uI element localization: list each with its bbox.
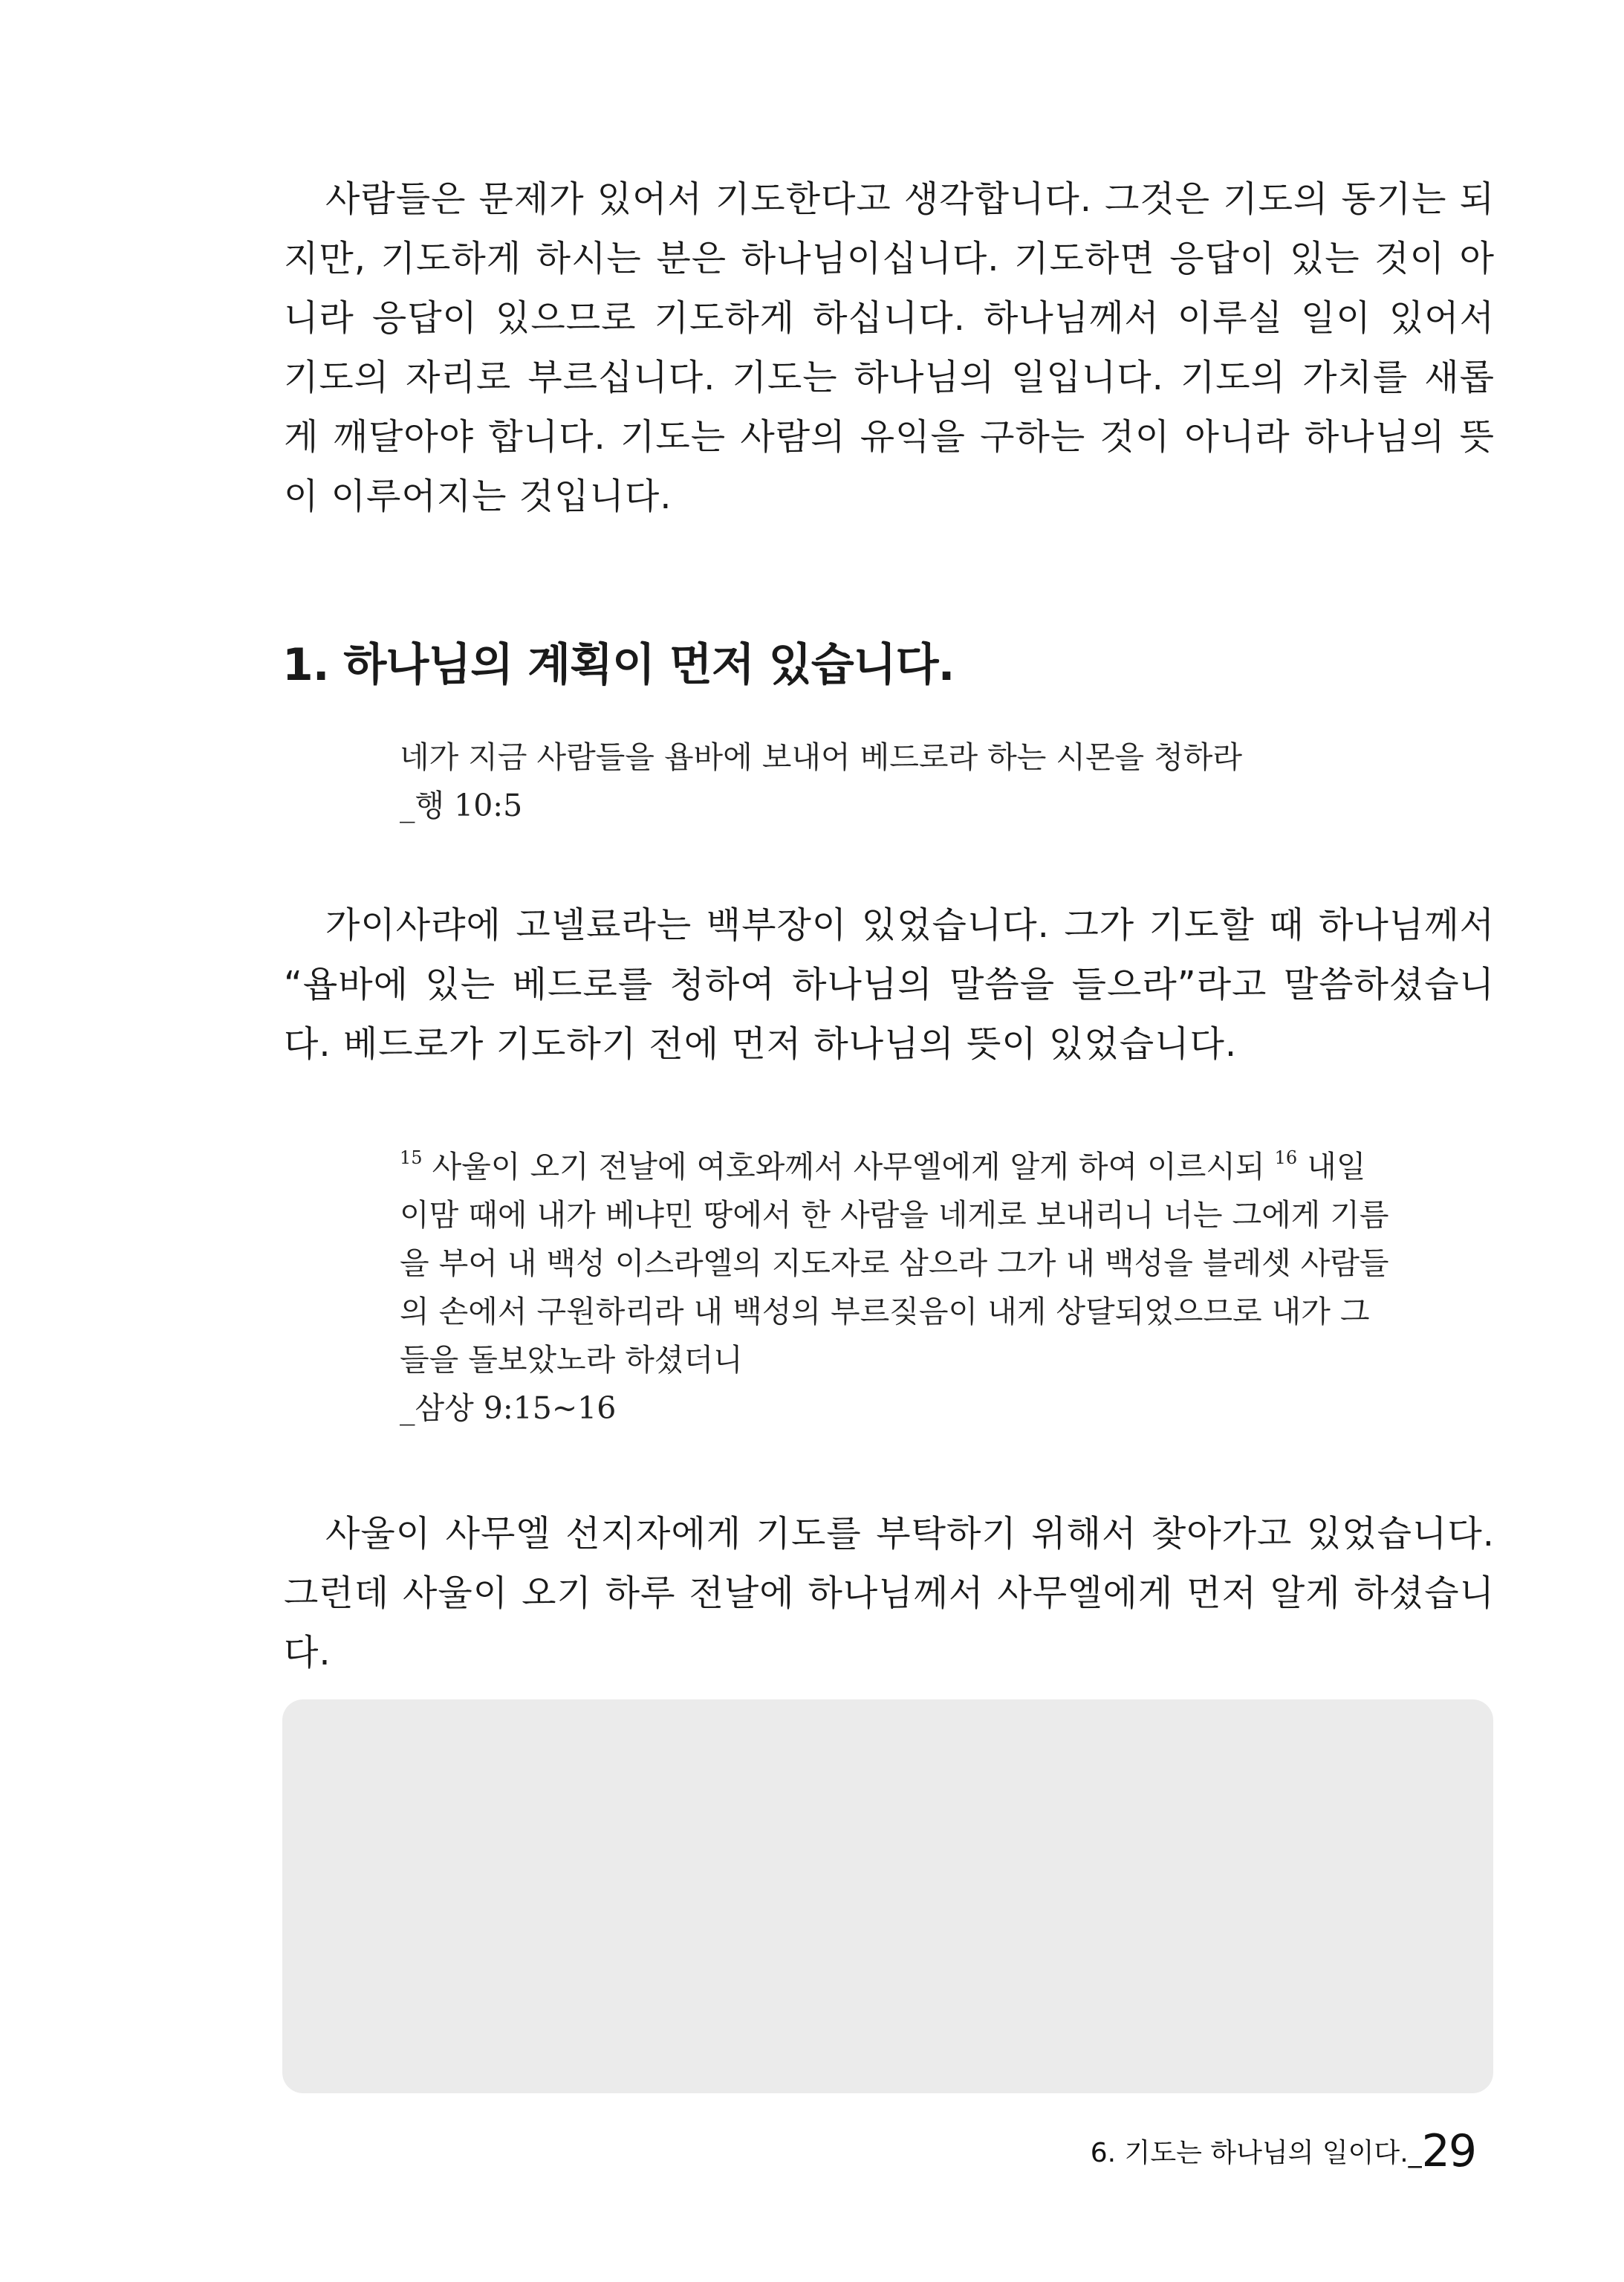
verse-text: 사울이 오기 전날에 여호와께서 사무엘에게 알게 하여 이르시되 bbox=[432, 1149, 1265, 1184]
gray-note-box bbox=[282, 1699, 1493, 2093]
verse-number: 15 bbox=[400, 1147, 423, 1168]
page-number: 29 bbox=[1421, 2125, 1475, 2177]
verse-number: 16 bbox=[1274, 1147, 1298, 1168]
verse-text: 내일 이맘 때에 내가 베냐민 땅에서 한 사람을 네게로 보내리니 너는 그에게 기름을 부어 내 백성 이스라엘의 지도자로 삼으라 그가 내 백성을 블레셋 사람들의 손에서 구원하리라 내 백성의 부르짖음이 내게 상달되었으므로 내가 그들을 돌보았노라 하셨더니 bbox=[400, 1149, 1389, 1378]
intro-paragraph: 사람들은 문제가 있어서 기도한다고 생각합니다. 그것은 기도의 동기는 되지만, 기도하게 하시는 분은 하나님이십니다. 기도하면 응답이 있는 것이 아니라 응답이 있으므로 기도하게 하십니다. 하나님께서 이루실 일이 있어서 기도의 자리로 부르십니다. 기도는 하나님의 일입니다. 기도의 가치를 새롭게 깨달아야 합니다. 기도는 사람의 유익을 구하는 것이 아니라 하나님의 뜻이 이루어지는 것입니다. bbox=[284, 178, 1495, 517]
cornelius-paragraph: 가이사랴에 고넬료라는 백부장이 있었습니다. 그가 기도할 때 하나님께서 “욥바에 있는 베드로를 청하여 하나님의 말씀을 들으라”라고 말씀하셨습니다. 베드로가 기도하기 전에 먼저 하나님의 뜻이 있었습니다. bbox=[284, 904, 1495, 1065]
quote-text: 네가 지금 사람들을 욥바에 보내어 베드로라 하는 시몬을 청하라 bbox=[400, 739, 1243, 775]
quote-reference: _행 10:5 bbox=[400, 788, 523, 823]
quote-reference: _삼상 9:15~16 bbox=[400, 1390, 617, 1426]
scripture-quote-acts bbox=[400, 733, 1395, 830]
section-heading: 1. 하나님의 계획이 먼저 있습니다. bbox=[282, 639, 955, 691]
chapter-title: 6. 기도는 하나님의 일이다._ bbox=[1090, 2138, 1422, 2168]
page-footer bbox=[1091, 2121, 1475, 2183]
scripture-quote-samuel bbox=[400, 1143, 1395, 1433]
saul-paragraph: 사울이 사무엘 선지자에게 기도를 부탁하기 위해서 찾아가고 있었습니다. 그런데 사울이 오기 하루 전날에 하나님께서 사무엘에게 먼저 알게 하셨습니다. bbox=[284, 1513, 1495, 1673]
